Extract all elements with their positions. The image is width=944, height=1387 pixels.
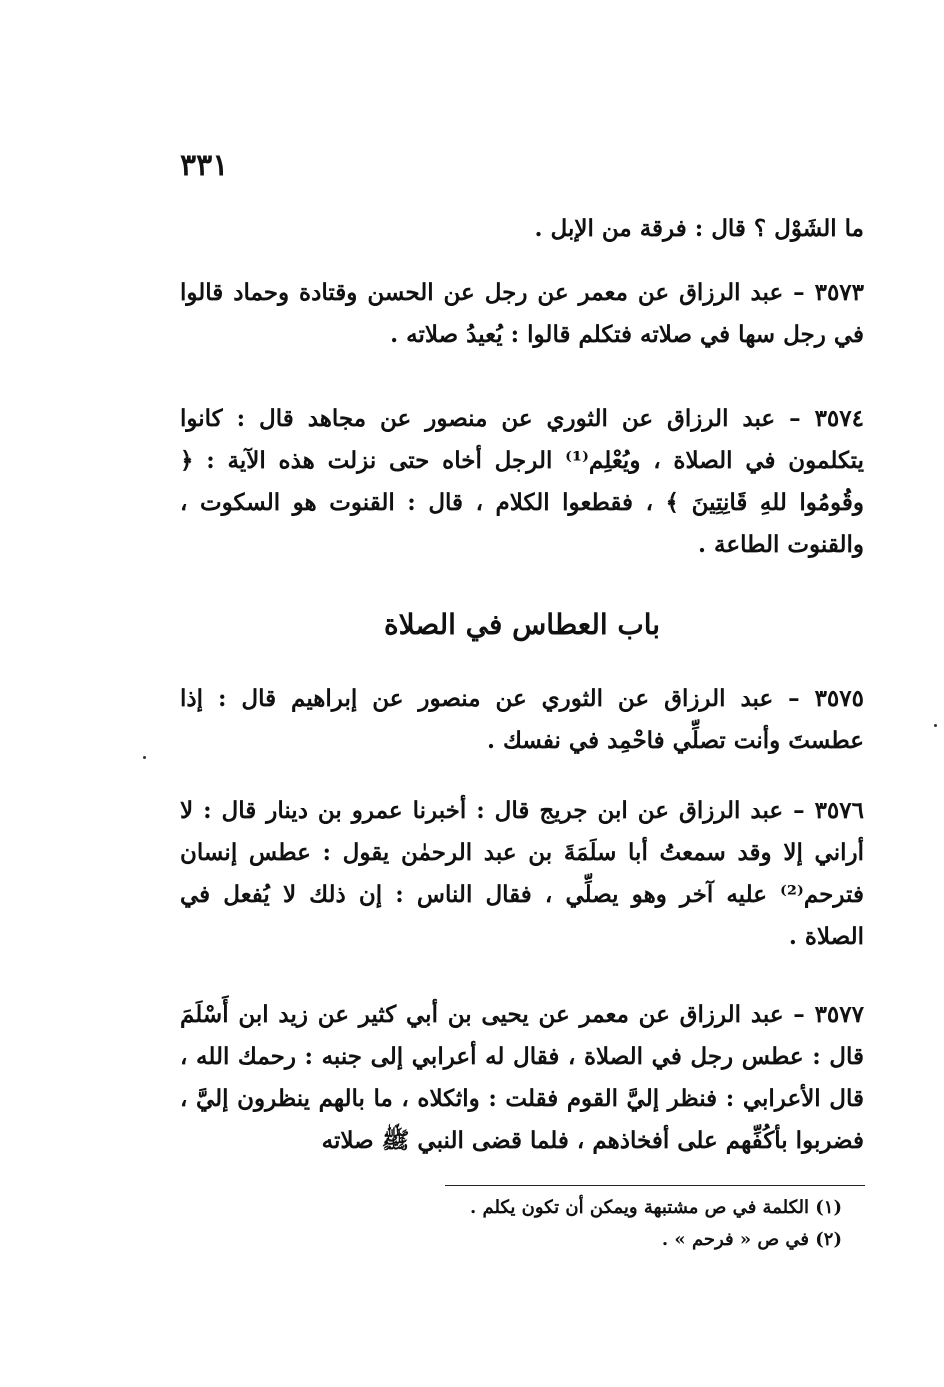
- hadith-number: ٣٥٧٧: [814, 1001, 864, 1028]
- hadith-3577: [180, 994, 864, 1162]
- hadith-3576: [180, 790, 864, 958]
- scan-speck: [143, 756, 146, 759]
- section-heading: باب العطاس في الصلاة: [383, 608, 661, 641]
- hadith-text: – عبد الرزاق عن معمر عن يحيى بن أبي كثير عن زيد ابن أَسْلَمَ قال : عطس رجل في الصلاة ، فقال له أعرابي إلى جنبه : رحمك الله ، قال الأعرابي : فنظر إليَّ القوم فقلت : واثكلاه ، ما بالهم ينظرون إليَّ ، فضربوا بأكُفِّهم على أفخاذهم ، فلما قضى النبي ﷺ صلاته: [180, 1001, 864, 1154]
- hadith-number: ٣٥٧٦: [814, 797, 864, 824]
- hadith-3573: [180, 272, 864, 356]
- hadith-number: ٣٥٧٤: [814, 405, 864, 432]
- footnote-1: (١) الكلمة في ص مشتبهة ويمكن أن تكون يكلم .: [469, 1197, 842, 1218]
- intro-line: [180, 208, 864, 250]
- hadith-number: ٣٥٧٣: [814, 279, 865, 306]
- page-number: ٣٣١: [180, 148, 229, 183]
- scan-speck: [934, 724, 937, 727]
- intro-text: ما الشَوْل ؟ قال : فرقة من الإبل .: [534, 215, 864, 242]
- footnote-2: (٢) في ص « فرحم » .: [661, 1229, 842, 1250]
- hadith-text: – عبد الرزاق عن ابن جريج قال : أخبرنا عمرو بن دينار قال : لا أراني إلا وقد سمعتُ أبا سلَمَةَ بن عبد الرحمٰن يقول : عطس إنسان فترحم⁽²⁾ عليه آخر وهو يصلِّي ، فقال الناس : إن ذلك لا يُفعل في الصلاة .: [180, 797, 864, 950]
- hadith-text: – عبد الرزاق عن الثوري عن منصور عن مجاهد قال : كانوا يتكلمون في الصلاة ، ويُعْلِم⁽¹⁾ الرجل أخاه حتى نزلت هذه الآية : ﴿ وقُومُوا للهِ قَانِتِينَ ﴾ ، فقطعوا الكلام ، قال : القنوت هو السكوت ، والقنوت الطاعة .: [180, 405, 864, 558]
- hadith-3574: [180, 398, 864, 566]
- hadith-text: – عبد الرزاق عن معمر عن رجل عن الحسن وقتادة وحماد قالوا في رجل سها في صلاته فتكلم قالوا : يُعيدُ صلاته .: [180, 279, 864, 348]
- hadith-number: ٣٥٧٥: [814, 685, 864, 712]
- hadith-3575: [180, 678, 864, 762]
- hadith-text: – عبد الرزاق عن الثوري عن منصور عن إبراهيم قال : إذا عطستَ وأنت تصلِّي فاحْمِد في نفسك .: [180, 685, 864, 754]
- footnote-divider: [445, 1185, 865, 1186]
- footnotes: [180, 1192, 842, 1256]
